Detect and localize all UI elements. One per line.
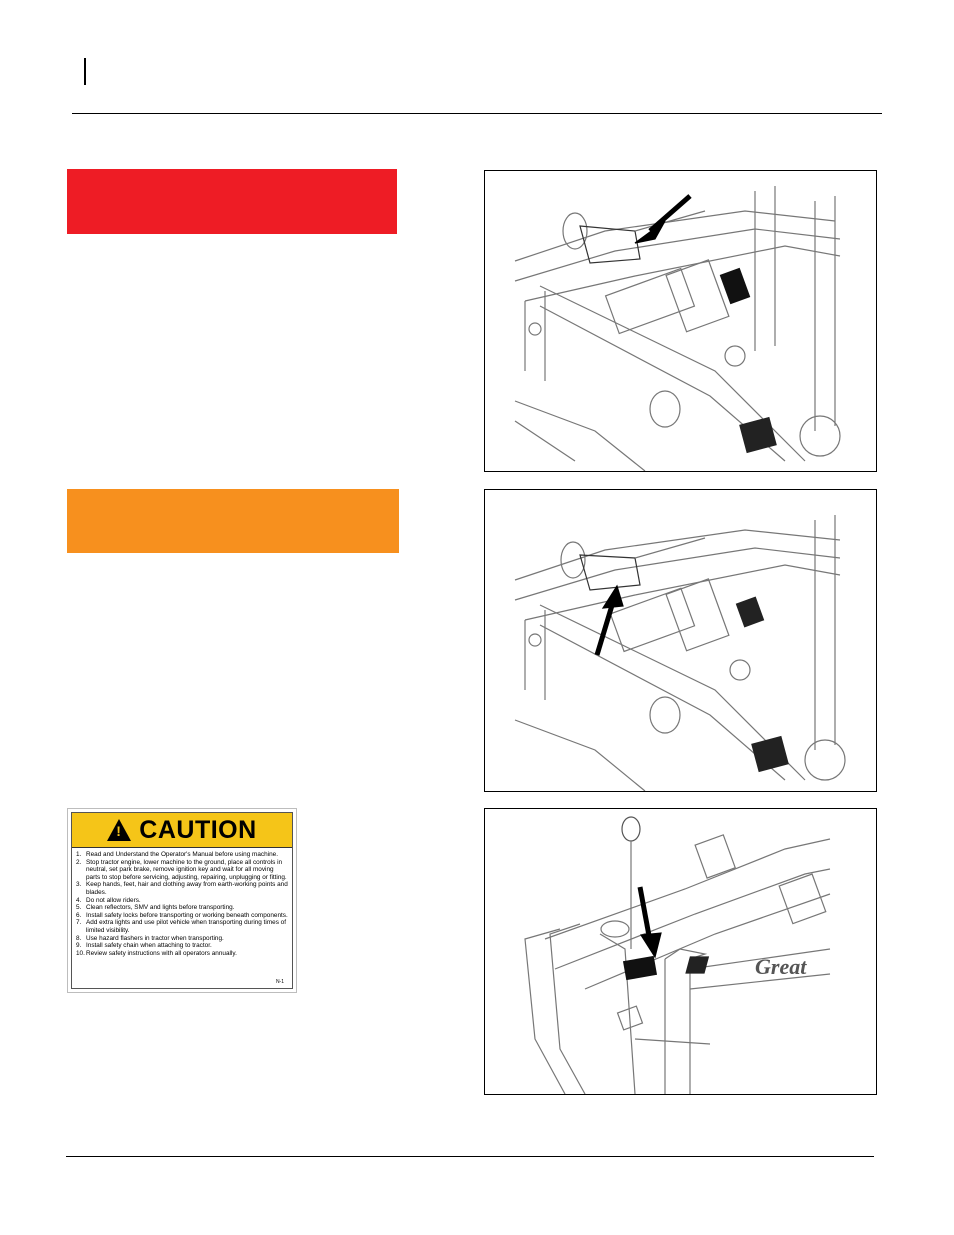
list-item: 7. Add extra lights and use pilot vehicle when transporting during times of limited visibility. bbox=[76, 919, 286, 934]
list-item: 2. Stop tractor engine, lower machine to the ground, place all controls in neutral, set park brake, remove ignition key and wait for all moving parts to stop before servicing, adjusting, repairing, unplugging or fitting. bbox=[76, 858, 287, 881]
caution-decal-frame bbox=[71, 812, 293, 989]
decal-location-figure-2 bbox=[484, 489, 877, 792]
list-item: 5. Clean reflectors, SMV and lights before transporting. bbox=[76, 904, 235, 912]
machine-drawing-2 bbox=[485, 490, 876, 791]
header-vertical-bar bbox=[84, 58, 86, 85]
list-item: 10. Review safety instructions with all operators annually. bbox=[76, 949, 237, 957]
list-item: 6. Install safety locks before transporting or working beneath components. bbox=[76, 911, 288, 919]
danger-signal-box bbox=[67, 169, 397, 234]
brand-logo bbox=[686, 954, 807, 979]
list-item: 8. Use hazard flashers in tractor when transporting. bbox=[76, 934, 224, 942]
list-item: 4. Do not allow riders. bbox=[76, 896, 141, 904]
caution-decal-header bbox=[72, 813, 292, 848]
decal-location-figure-1 bbox=[484, 170, 877, 472]
decal-code: N-1 bbox=[275, 979, 284, 985]
header-rule bbox=[72, 113, 882, 114]
caution-decal-title: CAUTION bbox=[139, 815, 257, 844]
footer-rule bbox=[66, 1156, 874, 1157]
list-item: 1. Read and Understand the Operator's Manual before using machine. bbox=[76, 851, 278, 858]
warning-triangle-icon bbox=[107, 819, 131, 841]
list-item: 3. Keep hands, feet, hair and clothing away from earth-working points and blades. bbox=[76, 881, 288, 896]
list-item: 9. Install safety chain when attaching to tractor. bbox=[76, 942, 212, 950]
machine-drawing-3 bbox=[485, 809, 876, 1094]
caution-instructions-list bbox=[72, 848, 292, 957]
machine-drawing-1 bbox=[485, 171, 876, 471]
decal-location-figure-3 bbox=[484, 808, 877, 1095]
caution-decal bbox=[67, 808, 297, 993]
brand-text: Great bbox=[755, 954, 807, 979]
warning-signal-box bbox=[67, 489, 399, 553]
